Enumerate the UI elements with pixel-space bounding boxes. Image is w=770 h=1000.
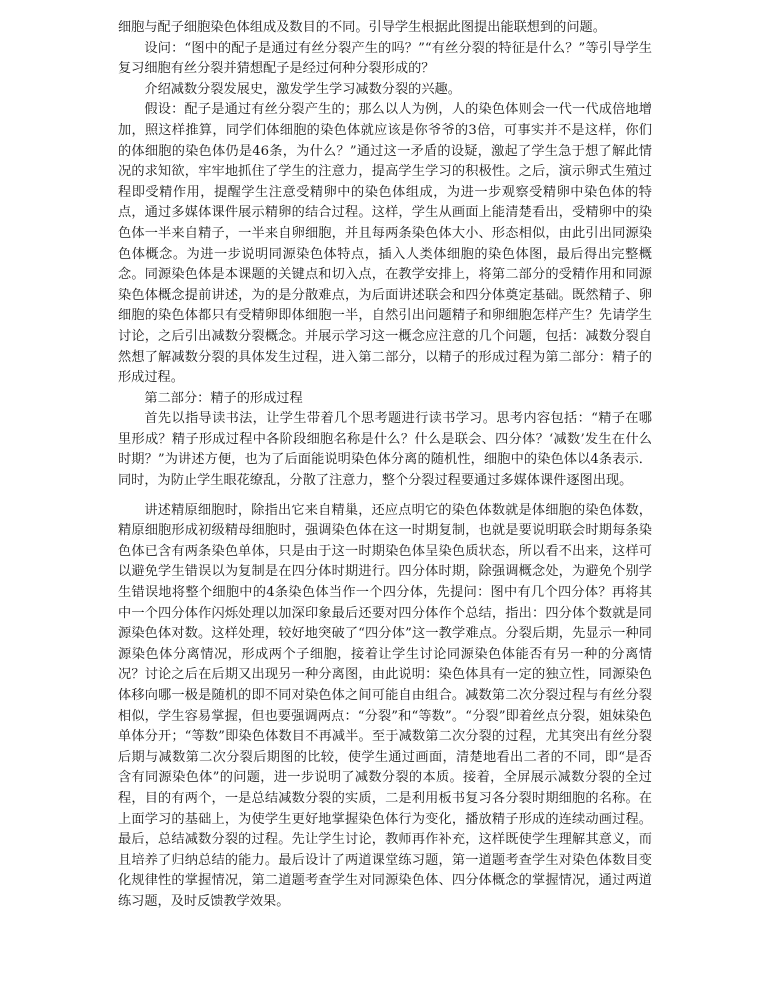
paragraph-1: 细胞与配子细胞染色体组成及数目的不同。引导学生根据此图提出能联想到的问题。	[118, 20, 606, 35]
paragraph-2: 设问：“图中的配子是通过有丝分裂产生的吗？”“有丝分裂的特征是什么？”等引导学生复习细胞有丝分裂并猜想配子是经过何种分裂形成的？	[118, 40, 652, 77]
paragraph-3: 介绍减数分裂发展史，激发学生学习减数分裂的兴趣。	[144, 81, 461, 97]
paragraph-gap	[118, 492, 652, 501]
paragraph-5: 首先以指导读书法，让学生带着几个思考题进行读书学习。思考内容包括：“精子在哪里形成？精子形成过程中各阶段细胞名称是什么？什么是联会、四分体？‘减数’发生在什么时期？”为讲述方便，也为了后面能说明染色体分离的随机性，细胞中的染色体以4条表示．同时，为防止学生眼花缭乱，分散了注意力，整个分裂过程要通过多媒体课件逐图出现。	[118, 411, 652, 489]
section-heading: 第二部分：精子的形成过程	[144, 390, 303, 406]
paragraph-4: 假设：配子是通过有丝分裂产生的；那么以人为例，人的染色体则会一代一代成倍地增加，照这样推算，同学们体细胞的染色体就应该是你爷爷的3倍，可事实并不是这样，你们的体细胞的染色体仍是46条，为什么？”通过这一矛盾的设疑，激起了学生急于想了解此情况的求知欲，牢牢地抓住了学生的注意力，提高学生学习的积极性。之后，演示卵式生殖过程即受精作用，提醒学生注意受精卵中的染色体组成，为进一步观察受精卵中染色体的特点，通过多媒体课件展示精卵的结合过程。这样，学生从画面上能清楚看出，受精卵中的染色体一半来自精子，一半来自卵细胞，并且每两条染色体大小、形态相似，由此引出同源染色体概念。为进一步说明同源染色体特点，插入人类体细胞的染色体图，最后得出完整概念。同源染色体是本课题的关键点和切入点，在教学安排上，将第二部分的受精作用和同源染色体概念提前讲述，为的是分散难点，为后面讲述联会和四分体奠定基础。既然精子、卵细胞的染色体都只有受精卵即体细胞一半，自然引出问题精子和卵细胞怎样产生？先请学生讨论，之后引出减数分裂概念。并展示学习这一概念应注意的几个问题，包括：减数分裂自然想了解减数分裂的具体发生过程，进入第二部分，以精子的形成过程为第二部分：精子的形成过程。	[118, 102, 652, 386]
paragraph-6: 讲述精原细胞时，除指出它来自精巢，还应点明它的染色体数就是体细胞的染色体数，精原细胞形成初级精母细胞时，强调染色体在这一时期复制，也就是要说明联会时期每条染色体已含有两条染色单体，只是由于这一时期染色体呈染色质状态，所以看不出来，这样可以避免学生错误以为复制是在四分体时期进行。四分体时期，除强调概念处，为避免个别学生错误地将整个细胞中的4条染色体当作一个四分体，先提问：图中有几个四分体？再将其中一个四分体作闪烁处理以加深印象最后还要对四分体作个总结，指出：四分体个数就是同源染色体对数。这样处理，较好地突破了“四分体”这一教学难点。分裂后期，先显示一种同源染色体分离情况，形成两个子细胞，接着让学生讨论同源染色体能否有另一种的分离情况？讨论之后在后期又出现另一种分离图，由此说明：染色体具有一定的独立性，同源染色体移向哪一极是随机的即不同对染色体之间可能自由组合。减数第二次分裂过程与有丝分裂相似，学生容易掌握，但也要强调两点：“分裂”和“等数”。“分裂”即着丝点分裂，姐妹染色单体分开；“等数”即染色体数目不再减半。至于减数第二次分裂的过程，尤其突出有丝分裂后期与减数第二次分裂后期图的比较，使学生通过画面，清楚地看出二者的不同，即“是否含有同源染色体”的问题，进一步说明了减数分裂的本质。接着，全屏展示减数分裂的全过程，目的有两个，一是总结减数分裂的实质，二是利用板书复习各分裂时期细胞的名称。在上面学习的基础上，为使学生更好地掌握染色体行为变化，播放精子形成的连续动画过程。最后，总结减数分裂的过程。先让学生讨论，教师再作补充，这样既使学生理解其意义，而且培养了归纳总结的能力。最后设计了两道课堂练习题，第一道题考查学生对染色体数目变化规律性的掌握情况，第二道题考查学生对同源染色体、四分体概念的掌握情况，通过两道练习题，及时反馈教学效果。	[118, 502, 652, 909]
